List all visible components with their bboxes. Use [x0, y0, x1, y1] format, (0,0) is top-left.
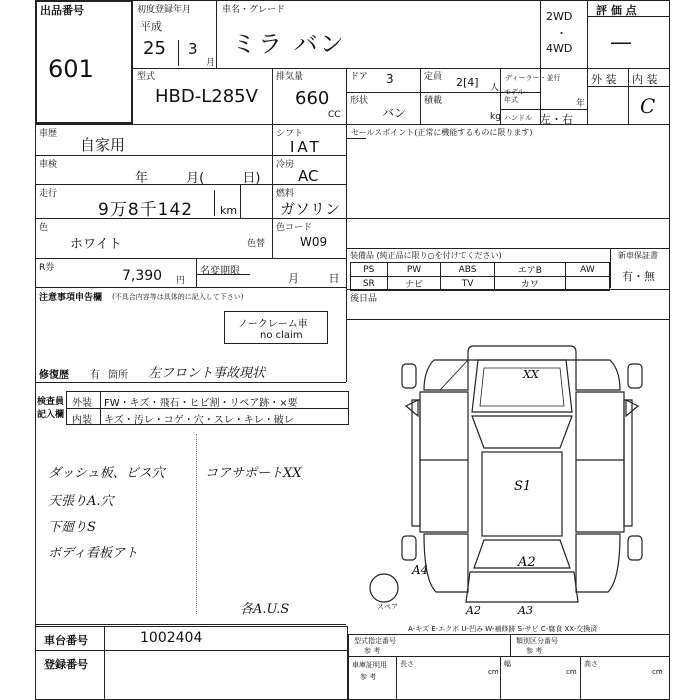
divider — [587, 86, 670, 87]
reg-month-suffix: 月 — [206, 58, 216, 68]
mileage-value: 9万8千142 — [98, 200, 194, 220]
length-cm: cm — [488, 668, 499, 676]
divider — [35, 218, 670, 219]
inspector-int-label: 内装 — [72, 415, 92, 426]
door-value: 3 — [386, 72, 394, 86]
color-change-label: 色替 — [247, 239, 266, 249]
note-line-3: 下廻りS — [48, 520, 96, 535]
spare-label: スペア — [377, 603, 398, 611]
ac-value: AC — [298, 167, 319, 185]
divider — [35, 258, 346, 259]
lot-value: 601 — [48, 55, 94, 83]
divider — [420, 68, 421, 124]
color-label: 色 — [39, 223, 49, 233]
height-cm: cm — [652, 668, 663, 676]
divider — [580, 656, 581, 700]
recycle-unit: 円 — [176, 276, 186, 286]
equipment-label: 装備品 (純正品に限り○を付けてください) — [350, 251, 502, 260]
equip-tv: TV — [441, 277, 494, 291]
shape-value: バン — [382, 106, 407, 120]
divider — [104, 626, 105, 700]
shift-label: シフト — [276, 129, 304, 139]
displacement-value: 660 — [295, 88, 330, 109]
diagram-mark-a3: A3 — [518, 604, 533, 615]
displacement-unit: CC — [328, 110, 341, 120]
model-label: 車名・グレード — [222, 5, 286, 15]
equip-pw: PW — [387, 263, 441, 277]
interior-label: 内 装 — [632, 73, 658, 86]
divider — [196, 258, 197, 287]
later-label: 後日品 — [350, 294, 378, 304]
notes-label: 注意事項申告欄 — [39, 293, 103, 303]
width-cm: cm — [566, 668, 577, 676]
reg-number-label: 登録番号 — [44, 658, 88, 671]
model-year-label: モデル 年式 — [504, 88, 525, 104]
title-label: 名変期限 — [200, 266, 240, 277]
divider — [196, 434, 197, 614]
diagram-mark-a4: A4 — [412, 563, 429, 577]
repair-text: 左フロント事故現状 — [148, 366, 266, 381]
load-unit: kg — [490, 112, 501, 122]
inspector-label-1: 検査員 — [37, 397, 65, 407]
repair-has: 有 — [90, 370, 100, 381]
no-claim-2: no claim — [260, 330, 303, 341]
no-claim-1: ノークレーム車 — [238, 319, 308, 330]
divider — [178, 40, 179, 66]
height-label: 高さ — [584, 660, 598, 668]
width-label: 幅 — [504, 660, 511, 668]
reg-month: 3 — [188, 40, 198, 58]
recycle-value: 7,390 — [122, 268, 163, 284]
grade-value: — — [610, 30, 632, 55]
type-value: HBD-L285V — [155, 86, 258, 107]
divider — [240, 184, 241, 218]
category-label: 類別区分番号 — [516, 637, 558, 645]
chassis-value: 1002404 — [140, 630, 203, 646]
divider — [272, 68, 273, 124]
divider — [587, 16, 670, 17]
divider — [587, 0, 588, 124]
handle-value: 左・右 — [540, 113, 573, 126]
divider — [100, 391, 101, 425]
capacity-unit: 人 — [490, 83, 500, 93]
ref-2: 参 考 — [526, 647, 543, 655]
drive-4wd: 4WD — [546, 42, 573, 55]
type-label: 型式 — [137, 72, 156, 82]
divider — [35, 382, 346, 383]
length-label: 長さ — [400, 660, 414, 668]
sales-point-label: セールスポイント(正常に機能するものに限ります) — [351, 128, 533, 137]
divider — [35, 155, 346, 156]
equip-airbag: エアB — [494, 263, 565, 277]
note-line-2: 天張りA.穴 — [48, 494, 114, 509]
divider — [500, 656, 501, 700]
capacity-label: 定員 — [424, 72, 443, 82]
divider — [35, 184, 346, 185]
divider — [396, 656, 397, 700]
interior-value: C — [640, 94, 656, 118]
ac-label: 冷房 — [276, 160, 295, 170]
divider — [610, 248, 611, 288]
fuel-value: ガソリン — [280, 200, 341, 218]
era: 平成 — [140, 20, 162, 33]
divider — [346, 68, 347, 124]
handle-label: ハンドル — [504, 114, 532, 122]
mileage-unit: km — [220, 204, 238, 217]
color-value: ホワイト — [70, 237, 122, 252]
divider — [346, 319, 347, 382]
reg-year: 25 — [143, 38, 166, 59]
cert-label: 車庫証明用 — [352, 661, 387, 669]
inspector-label-2: 記入欄 — [37, 410, 65, 420]
divider — [510, 634, 511, 656]
inspection-value: 年 月( 日) — [135, 171, 261, 186]
exterior-label: 外 装 — [591, 73, 617, 86]
divider — [35, 624, 346, 625]
notes-sub: (不具合内容等は具体的に記入して下さい) — [112, 293, 244, 301]
diagram-mark-xx: XX — [523, 368, 539, 381]
model-value: ミラ バン — [232, 30, 346, 58]
note-line-1b: コアサポートXX — [205, 466, 302, 481]
divider — [346, 138, 366, 139]
color-code-value: W09 — [300, 235, 328, 249]
diagram-mark-a2-rear: A2 — [518, 555, 536, 570]
shape-label: 形状 — [350, 96, 369, 106]
diagram-mark-s1: S1 — [514, 479, 532, 494]
damage-legend: A-キズ E-エクボ U-凹み W-補修跡 S-サビ C-腐食 XX-交換済 — [408, 625, 598, 633]
fuel-label: 燃料 — [276, 189, 295, 199]
shift-value: IAT — [290, 138, 322, 156]
ref-1: 参 考 — [364, 647, 381, 655]
equip-aw: AW — [565, 263, 609, 277]
displacement-label: 排気量 — [276, 72, 304, 82]
divider — [346, 289, 670, 290]
mileage-label: 走行 — [39, 189, 58, 199]
repair-label: 修復歴 — [39, 370, 69, 381]
load-label: 積載 — [424, 96, 443, 106]
divider — [196, 274, 250, 275]
divider — [35, 124, 670, 125]
equip-ps: PS — [351, 263, 388, 277]
drive-dot: ・ — [556, 27, 567, 40]
divider — [500, 68, 501, 124]
divider — [216, 0, 217, 68]
color-code-label: 色コード — [276, 223, 313, 233]
equip-sr: SR — [351, 277, 388, 291]
usage-label: 車歴 — [39, 129, 58, 139]
inspection-label: 車検 — [39, 160, 58, 170]
divider — [346, 248, 670, 249]
reg-label: 初度登録年月 — [137, 5, 192, 15]
divider — [346, 319, 670, 320]
dealer-label: ディーラー・並行 — [505, 74, 561, 82]
equipment-table — [350, 262, 610, 291]
repair-place: 箇所 — [108, 370, 128, 381]
equip-navi: ナビ — [387, 277, 441, 291]
warranty-value: 有・無 — [622, 270, 655, 283]
equip-abs: ABS — [441, 263, 494, 277]
diagram-mark-a2-bottom: A2 — [466, 604, 481, 615]
drive-2wd: 2WD — [546, 10, 573, 23]
equip-leather: カワ — [494, 277, 565, 291]
divider — [628, 68, 629, 124]
divider — [540, 0, 541, 124]
chassis-label: 車台番号 — [44, 634, 88, 647]
inspector-int-items: キズ・汚レ・コゲ・穴・スレ・キレ・破レ — [104, 415, 294, 426]
model-year-suffix: 年 — [576, 99, 586, 109]
car-diagram — [350, 330, 670, 615]
note-line-1: ダッシュ板、ビス穴 — [48, 466, 165, 481]
recycle-label: R券 — [39, 263, 55, 273]
divider — [272, 124, 273, 258]
capacity-value: 2[4] — [456, 76, 479, 89]
title-value: 月 日 — [288, 272, 340, 285]
warranty-label: 新車保証書 — [618, 251, 658, 260]
note-line-5: 各A.U.S — [240, 602, 290, 617]
divider — [500, 109, 587, 110]
grade-label: 評 価 点 — [596, 4, 637, 17]
ref-3: 参 考 — [360, 673, 377, 681]
divider — [35, 287, 346, 288]
divider — [214, 190, 215, 216]
inspector-ext-label: 外装 — [72, 398, 92, 409]
note-line-4: ボディ看板アト — [48, 546, 138, 561]
usage-value: 自家用 — [80, 136, 126, 154]
door-label: ドア — [350, 72, 368, 82]
divider — [35, 650, 348, 651]
lot-label: 出品番号 — [40, 4, 84, 17]
type-designation-label: 型式指定番号 — [354, 637, 396, 645]
inspector-ext-items: FW・キズ・飛石・ヒビ割・リペア跡・×要 — [104, 398, 298, 409]
